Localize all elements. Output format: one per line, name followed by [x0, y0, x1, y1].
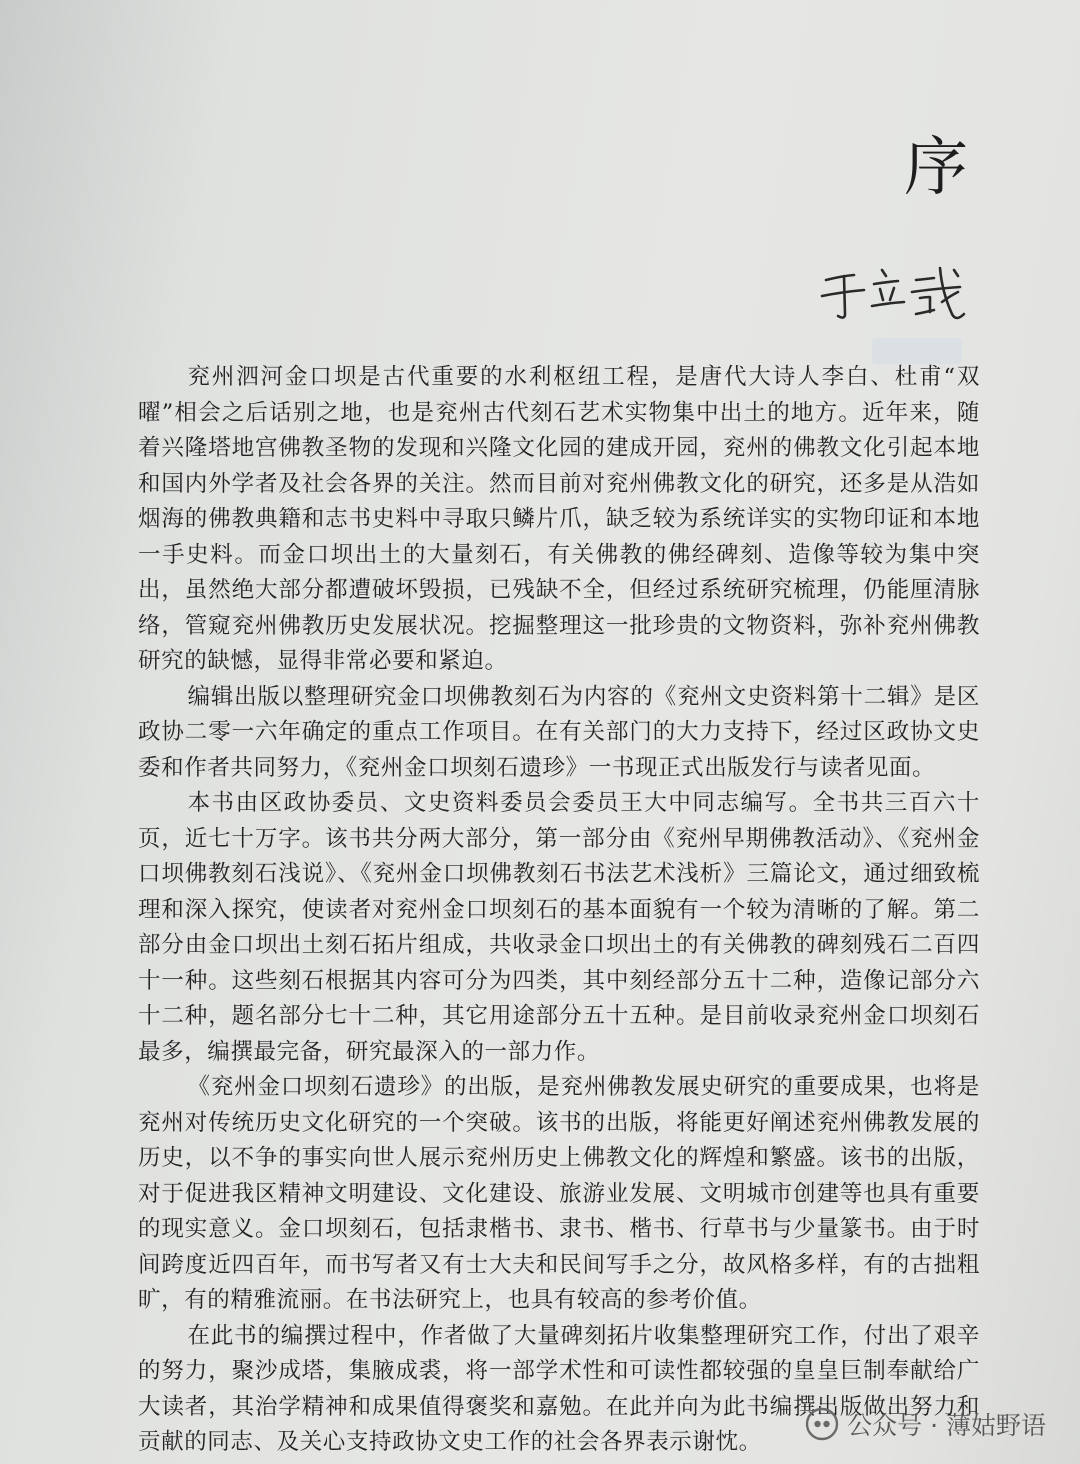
paragraph-2: 编辑出版以整理研究金口坝佛教刻石为内容的《兖州文史资料第十二辑》是区政协二零一六年确定的重点工作项目。在有关部门的大力支持下，经过区政协文史委和作者共同努力，《兖州金口坝刻石遗珍》一书现正式出版发行与读者见面。 — [138, 683, 980, 781]
handwritten-signature — [820, 262, 970, 332]
wechat-official-account-icon — [805, 1407, 839, 1441]
paragraph-5: 在此书的编撰过程中，作者做了大量碑刻拓片收集整理研究工作，付出了艰辛的努力，聚沙成塔，集腋成裘，将一部学术性和可读性都较强的皇皇巨制奉献给广大读者，其治学精神和成果值得褒奖和嘉勉。在此并向为此书编撰出版做出努力和贡献的同志、及关心支持政协文史工作的社会各界表示谢忱。 — [138, 1322, 980, 1455]
paragraph-1: 兖州泗河金口坝是古代重要的水利枢纽工程，是唐代大诗人李白、杜甫“双曜”相会之后话别之地，也是兖州古代刻石艺术实物集中出土的地方。近年来，随着兴隆塔地宫佛教圣物的发现和兴隆文化园的建成开园，兖州的佛教文化引起本地和国内外学者及社会各界的关注。然而目前对兖州佛教文化的研究，还多是从浩如烟海的佛教典籍和志书史料中寻取只鳞片爪，缺乏较为系统详实的实物印证和本地一手史料。而金口坝出土的大量刻石，有关佛教的佛经碑刻、造像等较为集中突出，虽然绝大部分都遭破坏毁损，已残缺不全，但经过系统研究梳理，仍能厘清脉络，管窥兖州佛教历史发展状况。挖掘整理这一批珍贵的文物资料，弥补兖州佛教研究的缺憾，显得非常必要和紧迫。 — [138, 364, 980, 674]
page-title: 序 — [904, 131, 968, 205]
preface-body — [138, 360, 980, 1461]
watermark — [805, 1406, 1046, 1442]
watermark-text: 公众号 · 薄姑野语 — [847, 1411, 1046, 1440]
paragraph-3: 本书由区政协委员、文史资料委员会委员王大中同志编写。全书共三百六十页，近七十万字。该书共分两大部分，第一部分由《兖州早期佛教活动》、《兖州金口坝佛教刻石浅说》、《兖州金口坝佛教刻石书法艺术浅析》三篇论文，通过细致梳理和深入探究，使读者对兖州金口坝刻石的基本面貌有一个较为清晰的了解。第二部分由金口坝出土刻石拓片组成，共收录金口坝出土的有关佛教的碑刻残石二百四十一种。这些刻石根据其内容可分为四类，其中刻经部分五十二种，造像记部分六十二种，题名部分七十二种，其它用途部分五十五种。是目前收录兖州金口坝刻石最多，编撰最完备，研究最深入的一部力作。 — [138, 790, 980, 1065]
signature-drawing — [820, 262, 970, 332]
paragraph-4: 《兖州金口坝刻石遗珍》的出版，是兖州佛教发展史研究的重要成果，也将是兖州对传统历史文化研究的一个突破。该书的出版，将能更好阐述兖州佛教发展的历史，以不争的事实向世人展示兖州历史上佛教文化的辉煌和繁盛。该书的出版，对于促进我区精神文明建设、文化建设、旅游业发展、文明城市创建等也具有重要的现实意义。金口坝刻石，包括隶楷书、隶书、楷书、行草书与少量篆书。由于时间跨度近四百年，而书写者又有士大夫和民间写手之分，故风格多样，有的古拙粗旷，有的精雅流丽。在书法研究上，也具有较高的参考价值。 — [138, 1074, 980, 1313]
